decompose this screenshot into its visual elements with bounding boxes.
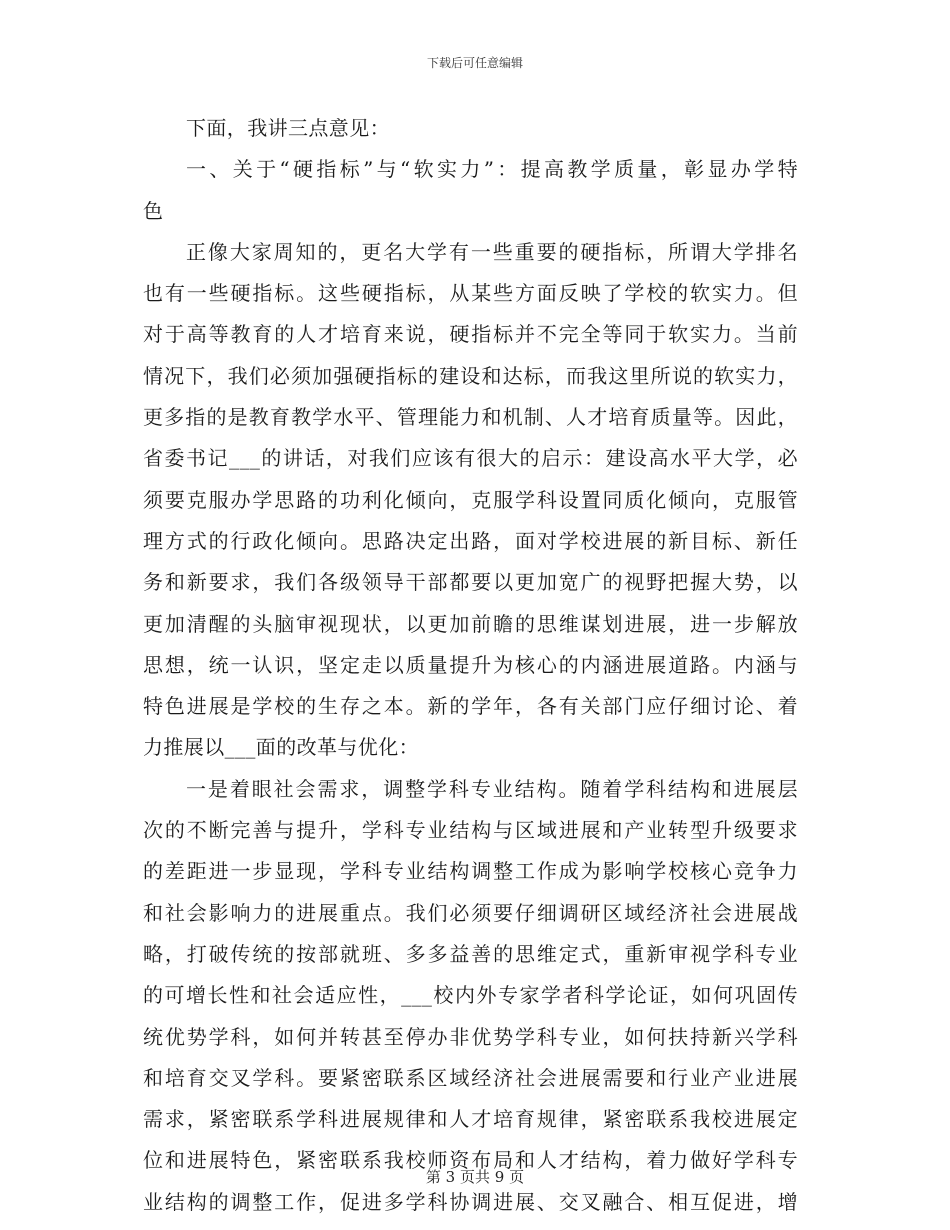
text-line: 业结构的调整工作，促进多学科协调进展、交叉融合、相互促进，增 — [143, 1189, 798, 1214]
text-line: 次的不断完善与提升，学科专业结构与区域进展和产业转型升级要求 — [143, 818, 798, 843]
text-line: 的可增长性和社会适应性，___校内外专家学者科学论证，如何巩固传 — [143, 983, 798, 1008]
text-line: 略，打破传统的按部就班、多多益善的思维定式，重新审视学科专业 — [143, 941, 798, 966]
document-body — [143, 108, 798, 1223]
text-line: 对于高等教育的人才培育来说，硬指标并不完全等同于软实力。当前 — [143, 322, 798, 347]
text-line: 正像大家周知的，更名大学有一些重要的硬指标，所谓大学排名 — [186, 239, 798, 264]
text-line: 情况下，我们必须加强硬指标的建设和达标，而我这里所说的软实力， — [143, 363, 798, 388]
text-line: 需求，紧密联系学科进展规律和人才培育规律，紧密联系我校进展定 — [143, 1107, 798, 1132]
text-line: 和社会影响力的进展重点。我们必须要仔细调研区域经济社会进展战 — [143, 900, 798, 925]
text-line: 下面，我讲三点意见： — [186, 116, 390, 140]
text-line: 统优势学科，如何并转甚至停办非优势学科专业，如何扶持新兴学科 — [143, 1024, 798, 1049]
text-line: 思想，统一认识，坚定走以质量提升为核心的内涵进展道路。内涵与 — [143, 652, 798, 677]
text-line: 特色进展是学校的生存之本。新的学年，各有关部门应仔细讨论、着 — [143, 694, 798, 719]
page-header: 下载后可任意编辑 — [426, 56, 523, 70]
text-line: 理方式的行政化倾向。思路决定出路，面对学校进展的新目标、新任 — [143, 528, 798, 553]
text-line: 务和新要求，我们各级领导干部都要以更加宽广的视野把握大势，以 — [143, 570, 798, 595]
page-number: 第 3 页共 9 页 — [425, 1168, 525, 1186]
text-line: 省委书记___的讲话，对我们应该有很大的启示：建设高水平大学，必 — [143, 446, 798, 471]
text-line: 的差距进一步显现，学科专业结构调整工作成为影响学校核心竞争力 — [143, 859, 798, 884]
text-line: 一、关于“硬指标”与“软实力”：提高教学质量，彰显办学特 — [186, 157, 798, 182]
text-line: 更多指的是教育教学水平、管理能力和机制、人才培育质量等。因此， — [143, 405, 798, 430]
text-line: 和培育交叉学科。要紧密联系区域经济社会进展需要和行业产业进展 — [143, 1065, 798, 1090]
text-line: 一是着眼社会需求，调整学科专业结构。随着学科结构和进展层 — [186, 776, 798, 801]
text-line: 位和进展特色，紧密联系我校师资布局和人才结构，着力做好学科专 — [143, 1148, 798, 1173]
text-line: 须要克服办学思路的功利化倾向，克服学科设置同质化倾向，克服管 — [143, 487, 798, 512]
text-line: 力推展以___面的改革与优化： — [143, 735, 419, 760]
text-line: 色 — [143, 198, 164, 223]
text-line: 更加清醒的头脑审视现状，以更加前瞻的思维谋划进展，进一步解放 — [143, 611, 798, 636]
text-line: 也有一些硬指标。这些硬指标，从某些方面反映了学校的软实力。但 — [143, 281, 798, 306]
